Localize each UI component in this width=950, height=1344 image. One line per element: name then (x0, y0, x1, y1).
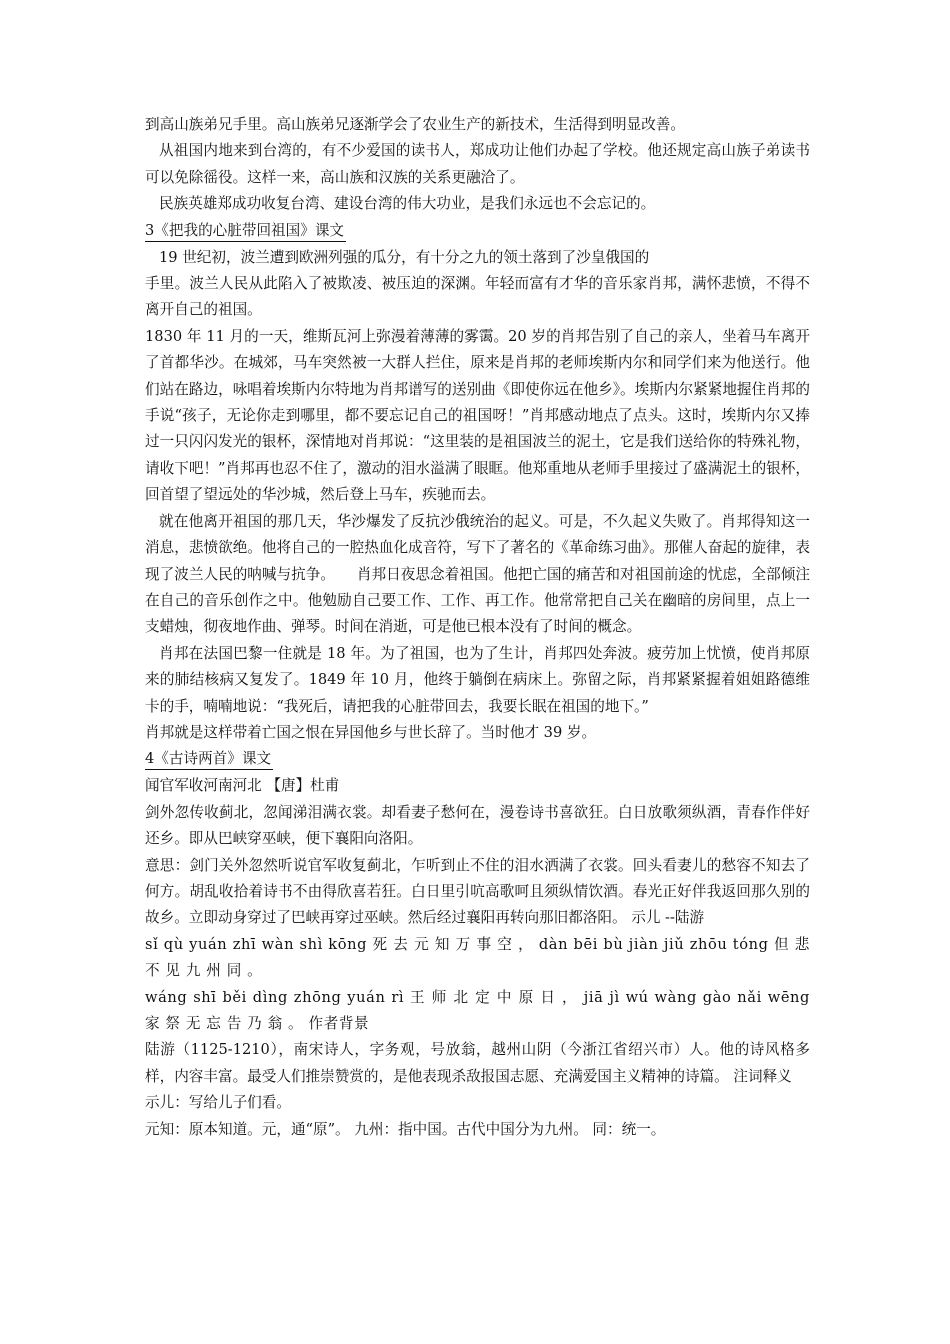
word-note: 元知：原本知道。元，通“原”。 九州：指中国。古代中国分为九州。 同：统一。 (145, 1120, 666, 1138)
paragraph: 从祖国内地来到台湾的，有不少爱国的读书人，郑成功让他们办起了学校。他还规定高山族子弟读书可以免除徭役。这样一来，高山族和汉族的关系更融洽了。 (145, 142, 810, 186)
poem-title: 闻官军收河南河北 【唐】杜甫 (145, 777, 340, 795)
section-heading-3: 3《把我的心脏带回祖国》课文 (145, 221, 346, 242)
author-background: 陆游（1125-1210），南宋诗人，字务观，号放翁，越州山阴（今浙江省绍兴市）人。他的诗风格多样，内容丰富。最受人们推崇赞赏的，是他表现杀敌报国志愿、充满爱国主义精神的诗篇。 注词释义 (145, 1041, 810, 1085)
paragraph: 就在他离开祖国的那几天，华沙爆发了反抗沙俄统治的起义。可是，不久起义失败了。肖邦得知这一消息，悲愤欲绝。他将自己的一腔热血化成音符，写下了著名的《革命练习曲》。那催人奋起的旋律，表现了波兰人民的呐喊与抗争。 肖邦日夜思念着祖国。他把亡国的痛苦和对祖国前途的忧虑，全部倾注在自己的音乐创作之中。他勉励自己要工作、工作、再工作。他常常把自己关在幽暗的房间里，点上一支蜡烛，彻夜地作曲、弹琴。时间在消逝，可是他已根本没有了时间的概念。 (145, 512, 810, 636)
paragraph: 手里。波兰人民从此陷入了被欺凌、被压迫的深渊。年轻而富有才华的音乐家肖邦，满怀悲愤，不得不离开自己的祖国。 (145, 275, 810, 319)
poem-meaning: 意思：剑门关外忽然听说官军收复蓟北，乍听到止不住的泪水洒满了衣裳。回头看妻儿的愁容不知去了何方。胡乱收拾着诗书不由得欣喜若狂。白日里引吭高歌呵且须纵情饮酒。春光正好伴我返回那久别的故乡。立即动身穿过了巴峡再穿过巫峡。然后经过襄阳再转向那旧都洛阳。 示儿 --陆游 (145, 856, 810, 927)
section-heading-4: 4《古诗两首》课文 (145, 749, 273, 770)
paragraph: 肖邦就是这样带着亡国之恨在异国他乡与世长辞了。当时他才 39 岁。 (145, 723, 597, 741)
word-note: 示儿：写给儿子们看。 (145, 1094, 291, 1112)
paragraph: 肖邦在法国巴黎一住就是 18 年。为了祖国，也为了生计，肖邦四处奔波。疲劳加上忧愤，使肖邦原来的肺结核病又复发了。1849 年 10 月，他终于躺倒在病床上。弥留之际，肖邦紧紧握着姐姐路德维卡的手，喃喃地说：“我死后，请把我的心脏带回去，我要长眠在祖国的地下。” (145, 644, 810, 715)
document-page (145, 112, 810, 1143)
pinyin-line: sǐ qù yuán zhī wàn shì kōng 死 去 元 知 万 事 空 ， dàn bēi bù jiàn jiǔ zhōu tóng 但 悲 不 见 九 州 同 。 (145, 935, 810, 980)
paragraph: 民族英雄郑成功收复台湾、建设台湾的伟大功业，是我们永远也不会忘记的。 (159, 195, 656, 213)
paragraph: 到高山族弟兄手里。高山族弟兄逐渐学会了农业生产的新技术，生活得到明显改善。 (145, 116, 685, 133)
paragraph: 1830 年 11 月的一天，维斯瓦河上弥漫着薄薄的雾霭。20 岁的肖邦告别了自己的亲人，坐着马车离开了首都华沙。在城郊，马车突然被一大群人拦住，原来是肖邦的老师埃斯内尔和同学们来为他送行。他们站在路边，咏唱着埃斯内尔特地为肖邦谱写的送别曲《即使你远在他乡》。埃斯内尔紧紧地握住肖邦的手说“孩子，无论你走到哪里，都不要忘记自己的祖国呀！”肖邦感动地点了点头。这时，埃斯内尔又捧过一只闪闪发光的银杯，深情地对肖邦说：“这里装的是祖国波兰的泥土，它是我们送给你的特殊礼物，请收下吧！”肖邦再也忍不住了，激动的泪水溢满了眼眶。他郑重地从老师手里接过了盛满泥土的银杯，回首望了望远处的华沙城，然后登上马车，疾驰而去。 (145, 327, 810, 504)
pinyin-line: wáng shī běi dìng zhōng yuán rì 王 师 北 定 中 原 日 ， jiā jì wú wàng gào nǎi wēng 家 祭 无 忘 告 乃 翁 。 作者背景 (145, 988, 810, 1032)
paragraph: 19 世纪初，波兰遭到欧洲列强的瓜分，有十分之九的领土落到了沙皇俄国的 (159, 248, 650, 266)
poem-text: 剑外忽传收蓟北，忽闻涕泪满衣裳。却看妻子愁何在，漫卷诗书喜欲狂。白日放歌须纵酒，青春作伴好还乡。即从巴峡穿巫峡，便下襄阳向洛阳。 (145, 803, 810, 848)
